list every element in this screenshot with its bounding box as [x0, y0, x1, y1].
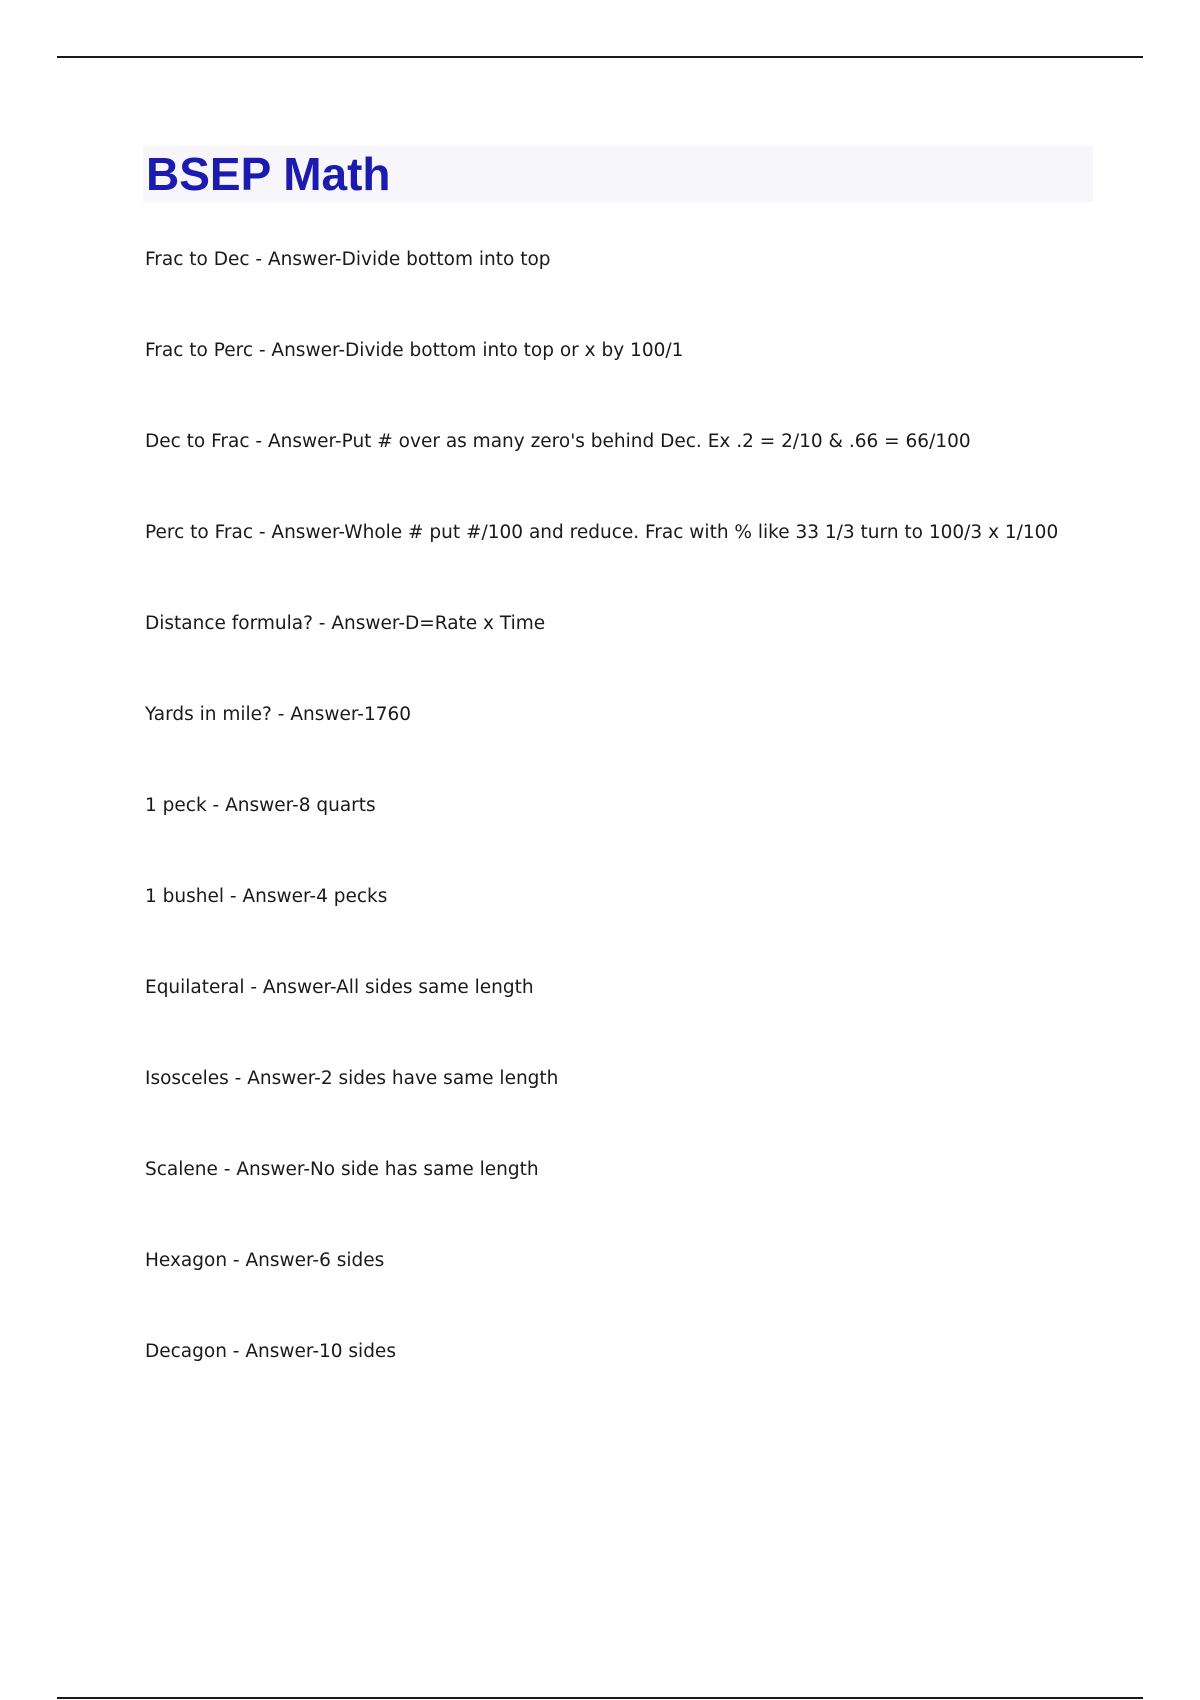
- top-rule: [57, 56, 1143, 58]
- qa-item: Yards in mile? - Answer-1760: [145, 704, 412, 725]
- qa-item: Decagon - Answer-10 sides: [145, 1341, 396, 1362]
- bottom-rule: [57, 1697, 1143, 1699]
- qa-item: 1 peck - Answer-8 quarts: [145, 795, 376, 816]
- qa-item: 1 bushel - Answer-4 pecks: [145, 886, 388, 907]
- qa-item: Scalene - Answer-No side has same length: [145, 1159, 539, 1180]
- qa-item: Dec to Frac - Answer-Put # over as many zero's behind Dec. Ex .2 = 2/10 & .66 = 66/100: [145, 431, 971, 452]
- qa-item: Hexagon - Answer-6 sides: [145, 1250, 385, 1271]
- qa-list: [145, 245, 1145, 1428]
- qa-item: Isosceles - Answer-2 sides have same length: [145, 1068, 559, 1089]
- qa-item: Frac to Perc - Answer-Divide bottom into top or x by 100/1: [145, 340, 684, 361]
- qa-item: Distance formula? - Answer-D=Rate x Time: [145, 613, 546, 634]
- qa-item: Perc to Frac - Answer-Whole # put #/100 and reduce. Frac with % like 33 1/3 turn to 100/3 x 1/100: [145, 522, 1059, 543]
- document-title: BSEP Math: [146, 148, 391, 200]
- qa-item: Equilateral - Answer-All sides same length: [145, 977, 534, 998]
- qa-item: Frac to Dec - Answer-Divide bottom into top: [145, 249, 551, 270]
